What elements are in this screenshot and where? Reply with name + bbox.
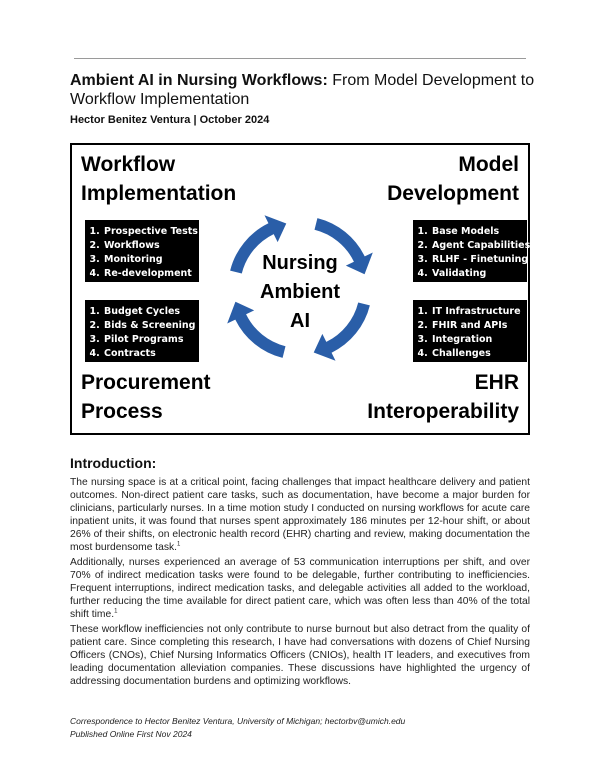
list-item: 2. Bids & Screening bbox=[103, 319, 199, 333]
paragraph-2: Additionally, nurses experienced an average of 53 communication interruptions per shift, and over 70% of indirect medication tasks were found to be delegable, further contributing to inefficiencies. Frequent interruptions, indirect medication tasks, and delegable activities all added to the workload, further reducing the time available for direct patient care, which was often less than 40% of the total shift time.$^1$ bbox=[70, 557, 530, 620]
workflow-list-box bbox=[85, 220, 199, 282]
list-item: 3. Pilot Programs bbox=[103, 333, 199, 347]
paragraph-1: The nursing space is at a critical point, facing challenges that impact healthcare delivery and patient outcomes. Non-direct patient care tasks, such as documentation, have become a major burden for clinicians, particularly nurses. In a time motion study I conducted on nursing workflows for acute care inpatient units, it was found that nurses spent approximately 186 minutes per 12-hour shift, or about 26% of their shifts, on electronic health record (EHR) charting and review, making documentation the most burdensome task.$^1$ bbox=[70, 477, 530, 553]
procurement-list-box bbox=[85, 300, 199, 362]
label-workflow-implementation: Workflow Implementation bbox=[81, 153, 237, 205]
label-ehr-interoperability: EHR Interoperability bbox=[367, 371, 519, 423]
title-bold: Ambient AI in Nursing Workflows: bbox=[70, 72, 328, 89]
paragraph-3: These workflow inefficiencies not only contribute to nurse burnout but also detract from the quality of patient care. Since completing this research, I have had conversations with dozens of Chief Nursing Officers (CNOs), Chief Nursing Informatics Officers (CNIOs), health IT leaders, and executives from leading documentation alleviation companies. These discussions have highlighted the urgency of addressing documentation burdens and optimizing workflows. bbox=[70, 624, 530, 687]
list-item: 4. Validating bbox=[431, 267, 527, 281]
list-item: 1. Base Models bbox=[431, 225, 527, 239]
center-label: Nursing Ambient AI bbox=[260, 252, 340, 332]
author-line: Hector Benitez Ventura | October 2024 bbox=[70, 114, 270, 126]
list-item: 3. Integration bbox=[431, 333, 527, 347]
title-rest: From Model Development to Workflow Implementation bbox=[70, 72, 535, 108]
list-item: 2. Workflows bbox=[103, 239, 199, 253]
cycle-figure bbox=[70, 143, 530, 435]
list-item: 4. Re-development bbox=[103, 267, 199, 281]
label-model-development: Model Development bbox=[387, 153, 519, 205]
ehr-list-box bbox=[413, 300, 527, 362]
list-item: 1. Prospective Tests bbox=[103, 225, 199, 239]
list-item: 3. Monitoring bbox=[103, 253, 199, 267]
label-procurement-process: Procurement Process bbox=[81, 371, 211, 423]
paper-title bbox=[70, 71, 540, 109]
list-item: 2. FHIR and APIs bbox=[431, 319, 527, 333]
correspondence-note: Correspondence to Hector Benitez Ventura, University of Michigan; hectorbv@umich.edu bbox=[70, 716, 406, 726]
list-item: 3. RLHF - Finetuning bbox=[431, 253, 527, 267]
publication-note: Published Online First Nov 2024 bbox=[70, 729, 192, 739]
list-item: 4. Contracts bbox=[103, 347, 199, 361]
list-item: 2. Agent Capabilities bbox=[431, 239, 527, 253]
model-list-box bbox=[413, 220, 531, 282]
list-item: 1. Budget Cycles bbox=[103, 305, 199, 319]
list-item: 1. IT Infrastructure bbox=[431, 305, 527, 319]
list-item: 4. Challenges bbox=[431, 347, 527, 361]
footnote-ref: 1 bbox=[177, 541, 181, 548]
header-rule bbox=[74, 58, 526, 59]
footnote-ref: 1 bbox=[114, 608, 118, 615]
section-heading: Introduction: bbox=[70, 455, 157, 471]
